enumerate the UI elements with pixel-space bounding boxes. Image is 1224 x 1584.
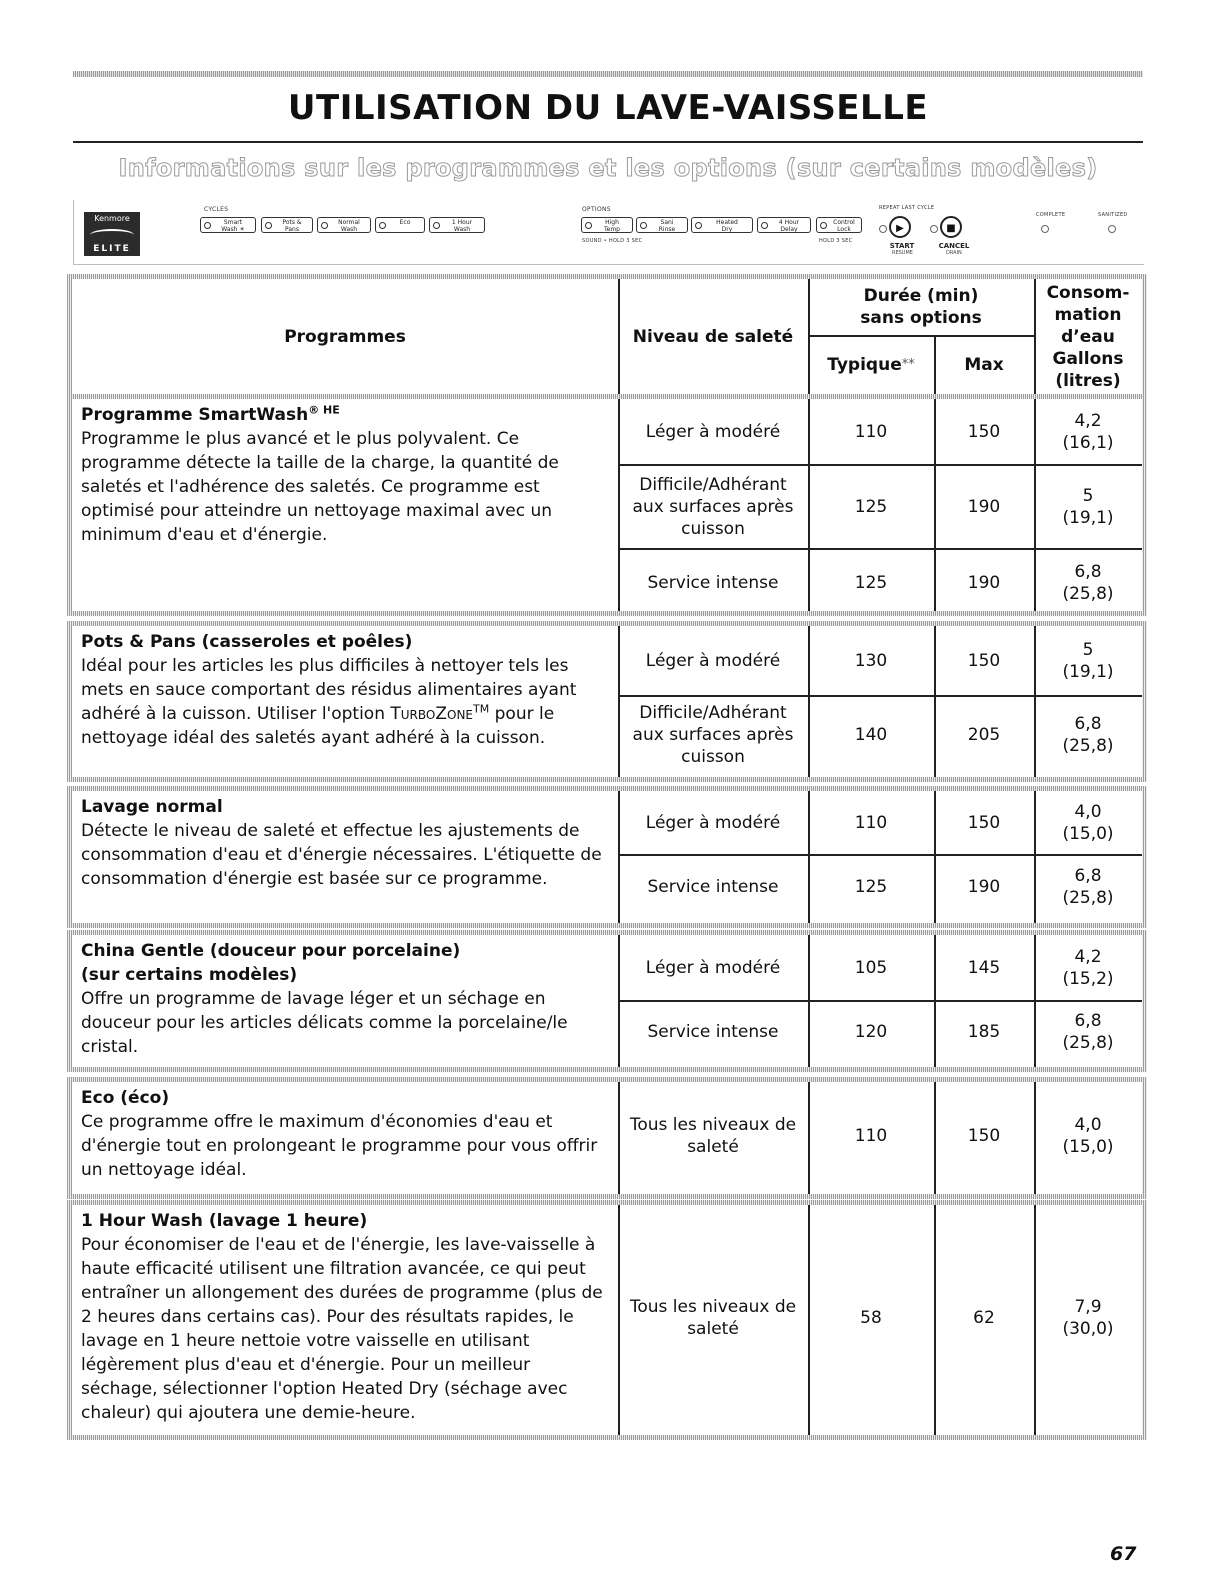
cycle-line-2: Wash xyxy=(453,226,471,233)
water-litres: (15,0) xyxy=(1062,824,1114,844)
complete-led xyxy=(1041,225,1049,233)
program-block xyxy=(67,1077,1147,1199)
program-name-text: 1 Hour Wash (lavage 1 heure) xyxy=(81,1211,368,1231)
max-duration-cell: 150 xyxy=(967,422,1001,442)
option-button xyxy=(816,217,862,233)
cycle-line-2: Wash ☀ xyxy=(221,226,245,233)
header-consommation-line: mation xyxy=(1054,304,1122,325)
header-typique xyxy=(808,335,934,394)
header-consommation-line: Consom- xyxy=(1046,282,1130,303)
sanitized-led xyxy=(1108,225,1116,233)
water-gallons: 4,0 xyxy=(1074,802,1102,822)
water-consumption-cell xyxy=(1034,791,1142,855)
program-name xyxy=(81,795,611,819)
complete-label: COMPLETE xyxy=(1036,212,1066,218)
option-led xyxy=(820,222,827,229)
header-consommation-line: (litres) xyxy=(1055,370,1121,391)
program-description-part-a: Idéal pour les articles les plus difficiles à nettoyer tels les mets en sauce comportant des résidus alimentaires ayant adhéré à la cuisson. Utiliser l'option xyxy=(81,656,577,724)
water-gallons: 6,8 xyxy=(1074,713,1102,734)
typical-duration-cell: 120 xyxy=(854,1022,888,1042)
sanitized-label: SANITIZED xyxy=(1098,212,1128,218)
soil-level-cell: Difficile/Adhérant aux surfaces après cuisson xyxy=(632,702,794,767)
cycle-line-2: Wash xyxy=(340,226,358,233)
program-name xyxy=(81,1209,611,1233)
program-name-superscript: ® HE xyxy=(308,403,340,417)
water-litres: (19,1) xyxy=(1062,508,1114,528)
soil-level-cell: Léger à modéré xyxy=(645,958,781,978)
cycle-button xyxy=(261,217,313,233)
program-block-inner xyxy=(72,1082,1142,1194)
option-button xyxy=(636,217,688,233)
water-consumption-cell xyxy=(1034,626,1142,696)
option-line-2: Dry xyxy=(721,226,733,233)
header-max: Max xyxy=(964,354,1004,375)
max-duration-cell: 185 xyxy=(967,1022,1001,1042)
cycle-led xyxy=(265,222,272,229)
cycle-button xyxy=(375,217,425,233)
page-number: 67 xyxy=(1110,1543,1137,1565)
cycle-line-1: Normal xyxy=(338,219,360,226)
column-divider xyxy=(618,791,620,923)
option-led xyxy=(761,222,768,229)
max-duration-cell: 190 xyxy=(967,877,1001,897)
cycle-button xyxy=(200,217,256,233)
program-description-part-b: pour le nettoyage idéal des saletés ayant adhéré à la cuisson. xyxy=(81,704,555,748)
typical-duration-cell: 105 xyxy=(854,958,888,978)
cycle-led xyxy=(321,222,328,229)
program-name xyxy=(81,630,611,654)
option-line-1: High xyxy=(605,219,619,226)
max-duration-cell: 190 xyxy=(967,573,1001,593)
water-gallons: 5 xyxy=(1082,486,1094,506)
program-description: Pour économiser de l'eau et de l'énergie, les lave-vaisselle à haute efficacité utilisent une filtration avancée, ce qui peut entraîner un allongement des durées de programme (plus de 2 heures dans certains cas). Pour des résultats rapides, le lavage en 1 heure nettoie votre vaisselle en utilisant légèrement plus d'eau et d'énergie. Pour un meilleur séchage, sélectionner l'option Heated Dry (séchage avec chaleur) qui ajoutera une demie-heure. xyxy=(81,1235,603,1423)
water-litres: (15,2) xyxy=(1062,969,1114,989)
cancel-stop-icon: ■ xyxy=(940,216,962,238)
water-consumption-cell xyxy=(1034,399,1142,465)
sound-label: SOUND • HOLD 3 SEC xyxy=(582,238,643,244)
typical-duration-cell: 125 xyxy=(854,497,888,517)
program-block-inner xyxy=(72,626,1142,777)
soil-level-cell: Difficile/Adhérant aux surfaces après cuisson xyxy=(632,475,794,539)
program-name-text: Lavage normal xyxy=(81,797,223,817)
start-led xyxy=(879,225,887,233)
options-label: OPTIONS xyxy=(582,206,611,213)
start-sub: RESUME xyxy=(892,250,913,256)
program-block-inner xyxy=(72,791,1142,923)
column-divider xyxy=(618,626,620,777)
cycle-led xyxy=(204,222,211,229)
program-name xyxy=(81,1086,611,1110)
max-duration-cell: 150 xyxy=(967,813,1001,833)
option-line-2: Delay xyxy=(780,226,798,233)
cancel-label: CANCEL xyxy=(938,242,970,250)
cancel-led xyxy=(930,225,938,233)
cycle-line-2: Pans xyxy=(285,226,299,233)
logo-wave-icon xyxy=(90,229,134,241)
title-rule xyxy=(73,141,1143,143)
program-description-smallcaps: TurboZone xyxy=(390,704,473,724)
header-programmes: Programmes xyxy=(284,326,406,347)
max-duration-cell: 150 xyxy=(967,1126,1001,1146)
option-button xyxy=(581,217,633,233)
page-subtitle: Informations sur les programmes et les options (sur certains modèles) xyxy=(118,154,1098,182)
soil-level-cell: Tous les niveaux de saleté xyxy=(629,1297,797,1339)
option-button xyxy=(691,217,753,233)
water-consumption-cell xyxy=(1034,696,1142,773)
water-litres: (19,1) xyxy=(1062,662,1114,682)
program-name xyxy=(81,939,611,963)
program-name-text: Programme SmartWash xyxy=(81,405,309,425)
page-title: UTILISATION DU LAVE-VAISSELLE xyxy=(287,88,929,128)
header-duree-line-2: sans options xyxy=(860,308,982,328)
water-gallons: 7,9 xyxy=(1074,1297,1102,1317)
cycle-line-1: Smart xyxy=(223,219,243,226)
top-decorative-rule xyxy=(73,71,1143,77)
cycle-led xyxy=(379,222,386,229)
program-name xyxy=(81,403,611,427)
water-litres: (30,0) xyxy=(1062,1319,1114,1339)
typical-duration-cell: 110 xyxy=(854,422,888,442)
header-consommation-line: d’eau xyxy=(1061,326,1115,347)
water-gallons: 6,8 xyxy=(1074,562,1102,582)
max-duration-cell: 145 xyxy=(967,958,1001,978)
water-gallons: 4,0 xyxy=(1074,1115,1102,1135)
max-duration-cell: 150 xyxy=(967,651,1001,671)
option-line-1: Sani xyxy=(660,219,674,226)
cycle-led xyxy=(433,222,440,229)
header-consommation xyxy=(1034,279,1142,394)
water-consumption-cell xyxy=(1034,1082,1142,1190)
option-led xyxy=(695,222,702,229)
water-litres: (15,0) xyxy=(1062,1137,1114,1157)
kenmore-elite-logo xyxy=(84,212,140,256)
option-line-2: Lock xyxy=(837,226,851,233)
program-block xyxy=(67,399,1147,616)
cancel-sub: DRAIN xyxy=(946,250,962,256)
logo-brand: Kenmore xyxy=(94,214,130,223)
header-typique-label: Typique xyxy=(827,354,902,375)
table-header-inner xyxy=(72,279,1142,394)
soil-level-cell: Léger à modéré xyxy=(645,651,781,671)
program-description-cell xyxy=(81,939,611,1059)
program-block-inner xyxy=(72,1205,1142,1435)
water-litres: (25,8) xyxy=(1062,888,1114,908)
header-duree-line-1: Durée (min) xyxy=(863,286,979,306)
option-line-1: 4 Hour xyxy=(778,219,800,226)
column-divider xyxy=(618,399,620,611)
program-name-text: China Gentle (douceur pour porcelaine) xyxy=(81,941,461,961)
program-name-line-2: (sur certains modèles) xyxy=(81,965,298,985)
option-line-2: Temp xyxy=(604,226,620,233)
program-description-cell xyxy=(81,630,611,750)
control-panel-illustration xyxy=(73,200,1144,265)
water-litres: (25,8) xyxy=(1062,1033,1114,1053)
logo-sub: ELITE xyxy=(93,244,131,254)
option-line-2: Rinse xyxy=(658,226,676,233)
soil-level-cell: Service intense xyxy=(647,1022,779,1042)
hold-label: HOLD 3 SEC xyxy=(819,238,853,244)
header-niveau: Niveau de saleté xyxy=(632,326,794,347)
program-description: Offre un programme de lavage léger et un séchage en douceur pour les articles délicats comme la porcelaine/le cristal. xyxy=(81,989,568,1057)
cycle-line-1: Eco xyxy=(399,219,411,226)
program-block xyxy=(67,621,1147,782)
program-description: Ce programme offre le maximum d'économies d'eau et d'énergie tout en prolongeant le programme pour vous offrir un nettoyage idéal. xyxy=(81,1112,598,1180)
soil-level-cell: Léger à modéré xyxy=(645,813,781,833)
column-divider xyxy=(618,1205,620,1435)
water-litres: (25,8) xyxy=(1062,584,1114,604)
typical-duration-cell: 130 xyxy=(854,651,888,671)
program-name-text: Eco (éco) xyxy=(81,1088,170,1108)
option-line-1: Heated xyxy=(716,219,738,226)
cycle-button xyxy=(429,217,485,233)
water-consumption-cell xyxy=(1034,465,1142,549)
program-block xyxy=(67,1200,1147,1440)
option-line-1: Control xyxy=(833,219,855,226)
max-duration-cell: 62 xyxy=(973,1308,995,1328)
column-divider xyxy=(618,1082,620,1194)
max-duration-cell: 205 xyxy=(967,724,1001,745)
typical-duration-cell: 125 xyxy=(854,877,888,897)
cycle-button xyxy=(317,217,371,233)
water-consumption-cell xyxy=(1034,935,1142,1001)
program-description-cell xyxy=(81,1086,611,1182)
water-consumption-cell xyxy=(1034,549,1142,617)
soil-level-cell: Léger à modéré xyxy=(645,422,781,442)
program-block xyxy=(67,930,1147,1072)
header-duree xyxy=(808,279,1034,335)
water-gallons: 4,2 xyxy=(1074,411,1102,431)
max-duration-cell: 190 xyxy=(967,497,1001,517)
soil-level-cell: Service intense xyxy=(647,877,779,897)
start-play-icon: ▶ xyxy=(889,216,911,238)
header-typique-mark: ** xyxy=(901,356,915,372)
table-header-row xyxy=(67,274,1147,399)
header-consommation-line: Gallons xyxy=(1052,348,1124,369)
program-name-text: Pots & Pans (casseroles et poêles) xyxy=(81,632,413,652)
option-led xyxy=(640,222,647,229)
soil-level-cell: Tous les niveaux de saleté xyxy=(629,1115,797,1157)
program-description: Programme le plus avancé et le plus polyvalent. Ce programme détecte la taille de la charge, la quantité de saletés et l'adhérence des saletés. Ce programme est optimisé pour atteindre un nettoyage maximal avec un minimum d'eau et d'énergie. xyxy=(81,429,559,545)
cycle-line-1: Pots & xyxy=(282,219,302,226)
program-description-cell xyxy=(81,795,611,891)
program-block-inner xyxy=(72,399,1142,611)
program-block-inner xyxy=(72,935,1142,1067)
program-description-cell xyxy=(81,403,611,547)
option-button xyxy=(757,217,811,233)
water-consumption-cell xyxy=(1034,1205,1142,1431)
water-litres: (16,1) xyxy=(1062,433,1114,453)
water-gallons: 4,2 xyxy=(1074,947,1102,967)
water-consumption-cell xyxy=(1034,1001,1142,1063)
program-block xyxy=(67,786,1147,928)
water-gallons: 6,8 xyxy=(1074,1011,1102,1031)
program-description xyxy=(81,654,611,750)
typical-duration-cell: 58 xyxy=(860,1308,882,1328)
water-gallons: 5 xyxy=(1082,640,1094,660)
typical-duration-cell: 110 xyxy=(854,1126,888,1146)
water-consumption-cell xyxy=(1034,855,1142,919)
start-label: START xyxy=(889,242,915,250)
soil-level-cell: Service intense xyxy=(647,573,779,593)
cycles-label: CYCLES xyxy=(204,206,229,213)
option-led xyxy=(585,222,592,229)
program-description-cell xyxy=(81,1209,611,1425)
repeat-label: REPEAT LAST CYCLE xyxy=(879,205,935,211)
typical-duration-cell: 110 xyxy=(854,813,888,833)
water-gallons: 6,8 xyxy=(1074,866,1102,886)
program-description: Détecte le niveau de saleté et effectue les ajustements de consommation d'eau et d'énergie nécessaires. L'étiquette de consommation d'énergie est basée sur ce programme. xyxy=(81,821,602,889)
typical-duration-cell: 125 xyxy=(854,573,888,593)
program-description-tm: TM xyxy=(473,702,490,716)
water-litres: (25,8) xyxy=(1062,735,1114,756)
cycle-line-1: 1 Hour xyxy=(451,219,473,226)
typical-duration-cell: 140 xyxy=(854,724,888,745)
